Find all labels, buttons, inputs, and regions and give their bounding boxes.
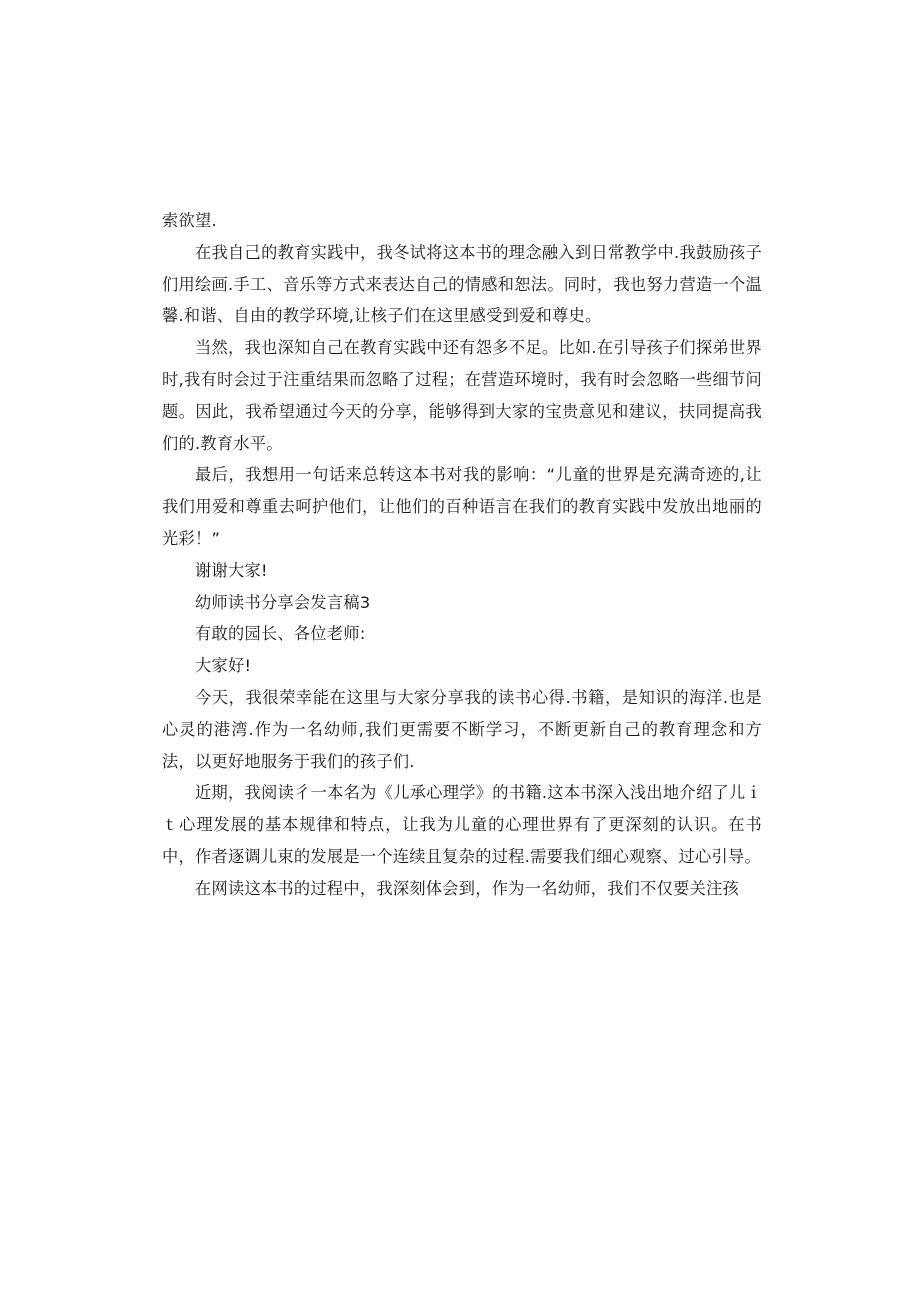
document-page <box>162 205 762 905</box>
paragraph-2: 在我自己的教育实践中，我冬试将这本书的理念融入到日常教学中.我鼓励孩子们用绘画.手工、音乐等方式来表达自己的情感和恕法。同时，我也努力营造一个温馨.和谐、自由的教学环境,让核子们在这里感受到爱和尊史。 <box>162 242 762 326</box>
paragraph-5: 谢谢大家! <box>195 560 268 580</box>
paragraph-10: 近期，我阅读彳一本名为《儿承心理学》的书籍.这本书深入浅出地介绍了儿ｉｔ心理发展的基本规律和特点，让我为儿童的心理世界有了更深刻的认识。在书中，作者逐调儿束的发展是一个连续且复杂的过程.需要我们细心观察、过心引导。 <box>162 783 762 866</box>
salutation: 有敢的园长、各位老师: <box>195 624 366 644</box>
greeting: 大家好! <box>195 656 252 676</box>
section-heading: 幼师读书分享会发言稿3 <box>195 592 371 612</box>
paragraph-4: 最后，我想用一句话来总转这本书对我的影响：“儿童的世界是充满奇迹的,让我们用爱和尊重去呵护他们，让他们的百种语言在我们的教育实践中发放出地丽的光彩！” <box>162 465 762 548</box>
paragraph-9: 今天，我很荣幸能在这里与大家分享我的读书心得.书籍，是知识的海洋.也是心灵的港湾.作为一名幼师,我们更需要不断学习，不断更新自己的教育理念和方法，以更好地服务于我们的孩子们. <box>162 687 762 771</box>
paragraph-3: 当然，我也深知自己在教育实践中还有怨多不足。比如.在引导孩子们探弟世界时,我有时会过于注重结果而忽略了过程；在营造环境时，我有时会忽略一些细节问题。因此，我希望通过今天的分享，能够得到大家的宝贵意见和建议，扶同提高我们的.教育水平。 <box>162 338 762 453</box>
paragraph-1: 索欲望. <box>162 211 217 230</box>
paragraph-11: 在网读这本书的过程中，我深刻体会到，作为一名幼师，我们不仅要关注孩 <box>195 878 740 898</box>
